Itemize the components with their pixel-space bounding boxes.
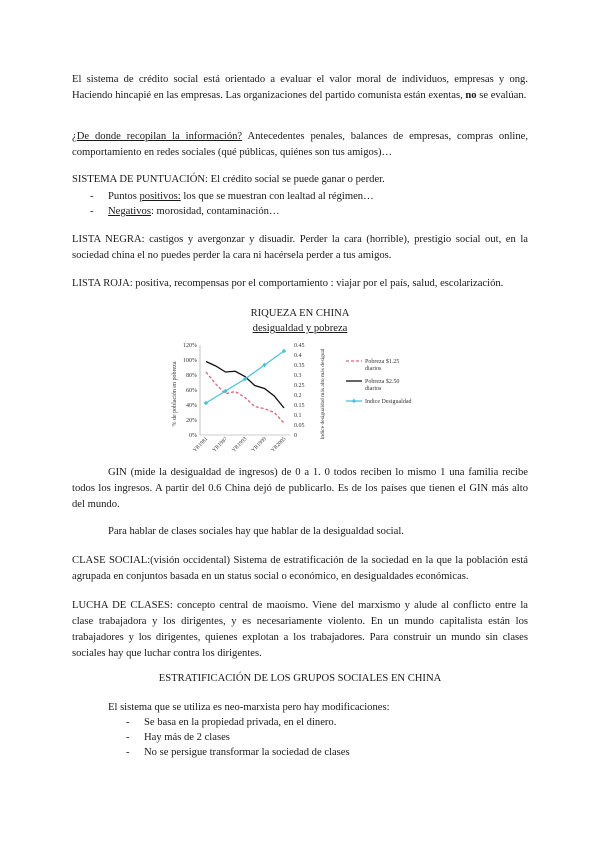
y2-tick-label: 0.4 [294,353,302,359]
list-item: - No se persigue transformar la sociedad de clases [126,745,526,760]
x-tick-label: YR2005 [269,436,288,454]
list-item-underlined: Negativos [108,206,151,217]
y2-tick-label: 0.1 [294,413,302,419]
y2-tick-label: 0.35 [294,363,305,369]
modifications-list [126,715,526,760]
x-tick-label: YR1993 [230,436,249,454]
scoring-list [90,189,520,219]
series-line [206,362,284,409]
line-chart [160,339,460,459]
x-tick-label: YR1981 [191,436,210,454]
paragraph-scoring-system: SISTEMA DE PUNTUACIÓN: El crédito social se puede ganar o perder. [72,174,385,185]
y2-tick-label: 0.2 [294,393,302,399]
y2-tick-label: 0.05 [294,423,305,429]
x-tick-label: YR1999 [250,436,268,454]
underlined-question: ¿De donde recopilan la información? [72,131,243,142]
y-tick-label: 120% [183,343,197,349]
paragraph-text: Antecedentes penales, balances de empresas, compras online, comportamiento en redes sociales (qué públicas, quiénes son tus amigos)… [72,131,528,158]
y2-tick-label: 0.25 [294,383,305,389]
paragraph-social-classes: Para hablar de clases sociales hay que hablar de la desigualdad social. [108,526,404,537]
legend-label: Pobreza $1.25 diarios [365,359,400,372]
paragraph-information-sources [72,129,528,161]
bold-word: no [465,90,477,101]
paragraph-credit-system [72,72,528,104]
section-heading: ESTRATIFICACIÓN DE LOS GRUPOS SOCIALES EN CHINA [158,673,442,684]
chart-legend [346,358,411,405]
list-item [90,189,520,204]
y2-tick-label: 0.45 [294,343,305,349]
list-item: - Hay más de 2 clases [126,730,526,745]
plot-area [183,343,305,454]
chart-title: RIQUEZA EN CHINA [250,308,350,319]
paragraph-text: se evalúan. [476,90,527,101]
y-tick-label: 0% [189,433,197,439]
list-item: - Se basa en la propiedad privada, en el dinero. [126,715,526,730]
paragraph-red-list: LISTA ROJA: positiva, recompensas por el comportamiento : viajar por el país, salud, escolarización. [72,278,504,289]
y-tick-label: 100% [183,358,197,364]
paragraph-social-class: CLASE SOCIAL:(visión occidental) Sistema de estratificación de la sociedad en la que la población está agrupada en conjuntos basada en un status social o económico, en desigualdades económicas. [72,555,528,582]
y2-tick-label: 0.15 [294,403,305,409]
y2-tick-label: 0 [294,433,297,439]
paragraph-gin: GIN (mide la desigualdad de ingresos) de 0 a 1. 0 todos reciben lo mismo 1 una familia recibe todos los ingresos. A partir del 0.6 China dejó de publicarlo. Es de los países que tienen el GIN más alto del mundo. [72,467,528,510]
list-item-prefix: Puntos [108,191,140,202]
paragraph-class-struggle: LUCHA DE CLASES: concepto central de maoísmo. Viene del marxismo y alude al conflicto entre la clase trabajadora y los dirigentes, y es necesariamente violento. En un mundo capitalista están los trabajadores y los dirigentes, quienes explotan a los trabajadores. Para construir un mundo sin clases sociales hay que luchar contra los dirigentes. [72,600,528,659]
list-item [90,204,520,219]
legend-label: Pobreza $2.50 diarios [365,379,400,392]
y-axis-label: % de población en pobreza [172,361,178,427]
paragraph-neo-marxist: El sistema que se utiliza es neo-marxista pero hay modificaciones: [108,702,390,713]
y2-axis-label: Indice desigualdad más alto más desigual [320,348,326,440]
legend-label: Indice Desigualdad [365,399,412,405]
list-item-text: los que se muestran con lealtad al régimen… [180,191,374,202]
y-tick-label: 60% [186,388,197,394]
list-item-text: : morosidad, contaminación… [150,206,280,217]
y2-tick-label: 0.3 [294,373,302,379]
x-tick-label: YR1987 [211,436,229,454]
legend-marker [352,399,357,404]
paragraph-text: El sistema de crédito social está orientado a evaluar el valor moral de individuos, empresas y ong. Haciendo hincapié en las empresas. Las organizaciones del partido comunista están exentas, [72,74,528,101]
list-item-underlined: positivos: [139,191,181,202]
y-tick-label: 80% [186,373,197,379]
y-tick-label: 20% [186,418,197,424]
paragraph-black-list: LISTA NEGRA: castigos y avergonzar y disuadir. Perder la cara (horrible), prestigio social out, en la sociedad china el no puedes perder la cara ni hacérsela perder a tus amigos. [72,234,528,261]
y-tick-label: 40% [186,403,197,409]
chart-subtitle: desigualdad y pobreza [252,323,348,334]
